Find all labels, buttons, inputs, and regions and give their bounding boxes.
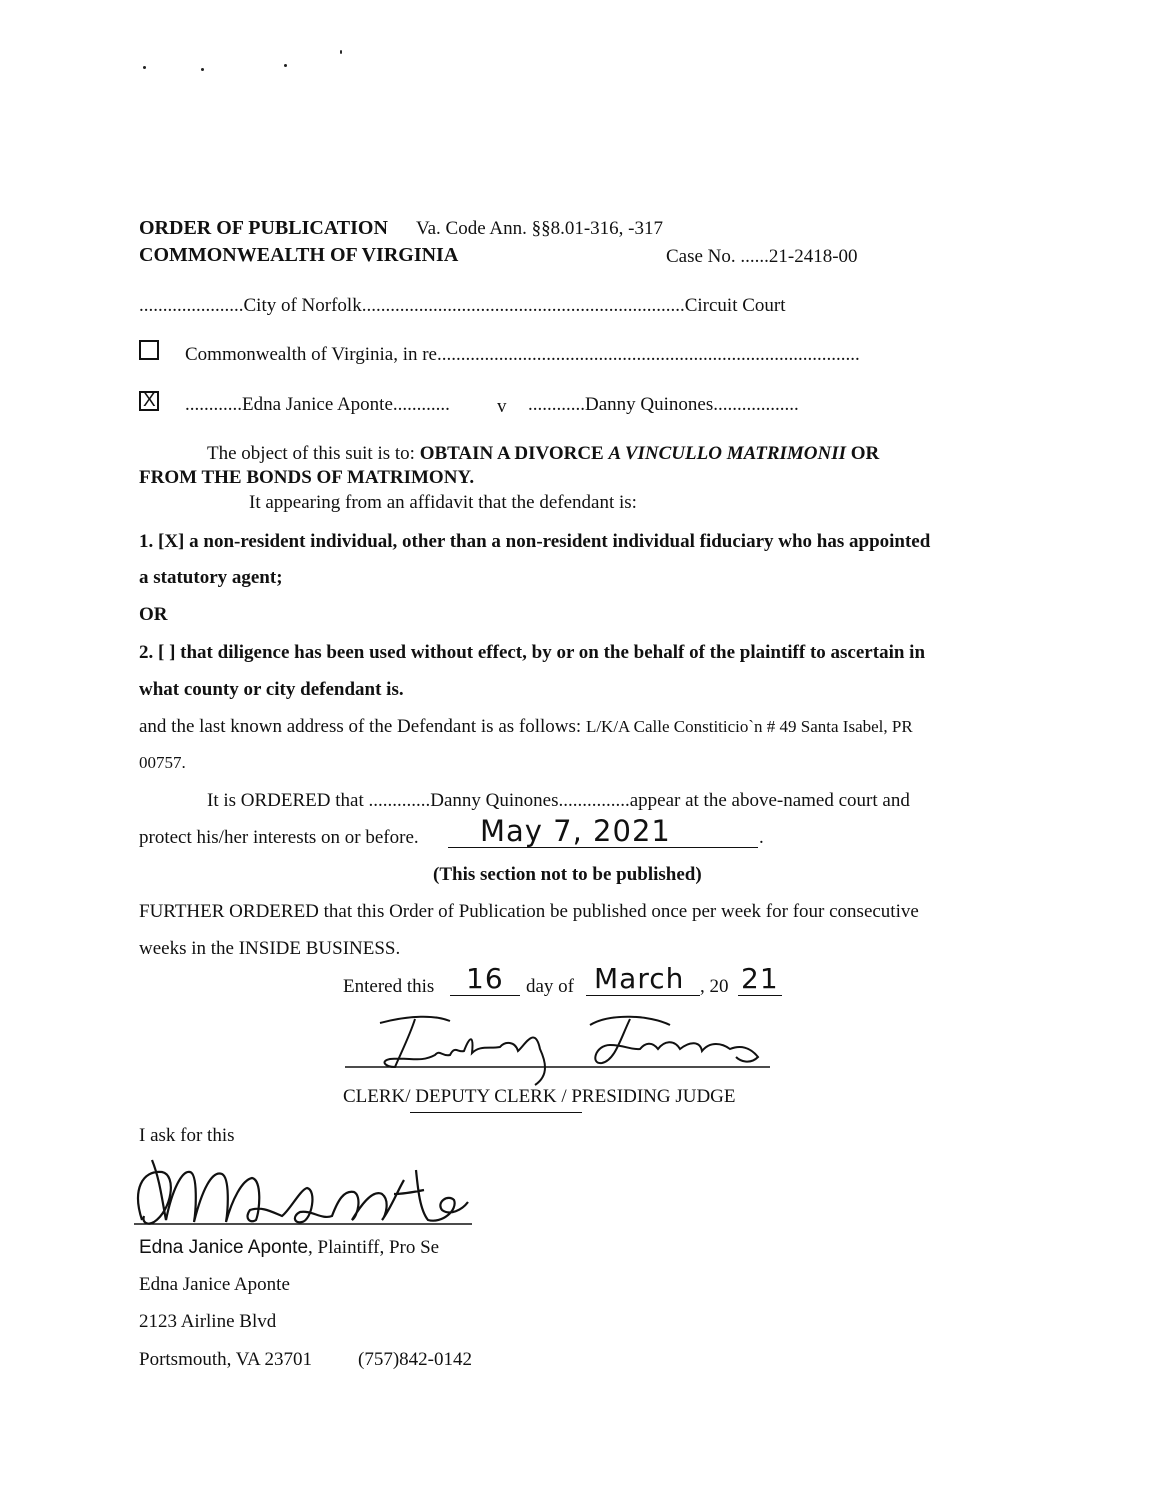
address-lead: and the last known address of the Defendant is as follows: bbox=[139, 716, 582, 737]
ordered-period: . bbox=[759, 827, 764, 848]
appear-date-handwritten: May 7, 2021 bbox=[480, 814, 671, 848]
clerk-title: CLERK/ DEPUTY CLERK / PRESIDING JUDGE bbox=[343, 1086, 736, 1107]
scan-speck bbox=[284, 64, 287, 67]
scan-speck bbox=[201, 68, 204, 71]
object-line bbox=[207, 443, 879, 465]
court-line: ......................City of Norfolk....................................................................Circuit Court bbox=[139, 295, 786, 316]
commonwealth-heading: COMMONWEALTH OF VIRGINIA bbox=[139, 244, 459, 266]
document-title: ORDER OF PUBLICATION bbox=[139, 217, 388, 239]
entered-month: March bbox=[594, 962, 685, 995]
entered-day: 16 bbox=[466, 962, 504, 995]
appearing-line: It appearing from an affidavit that the defendant is: bbox=[249, 492, 637, 513]
item2-line2: what county or city defendant is. bbox=[139, 679, 404, 700]
commonwealth-option-label: Commonwealth of Virginia, in re......................................................................................... bbox=[185, 344, 860, 365]
commonwealth-checkbox[interactable] bbox=[139, 340, 159, 360]
further-line1: FURTHER ORDERED that this Order of Publication be published once per week for four consecutive bbox=[139, 901, 919, 922]
address-value: L/K/A Calle Constiticio`n # 49 Santa Isabel, PR bbox=[585, 717, 913, 736]
further-line2: weeks in the INSIDE BUSINESS. bbox=[139, 938, 401, 959]
scan-speck bbox=[143, 66, 146, 69]
object-or: OR bbox=[850, 443, 880, 464]
signer-name: Edna Janice Aponte bbox=[139, 1237, 309, 1258]
checkbox-mark: X bbox=[143, 390, 156, 411]
signer-city: Portsmouth, VA 23701 bbox=[139, 1349, 312, 1370]
entered-year-prefix: , 20 bbox=[700, 976, 729, 997]
entered-lead: Entered this bbox=[343, 976, 435, 997]
plaintiff-signature bbox=[132, 1150, 482, 1245]
ordered-line1: It is ORDERED that .............Danny Quinones...............appear at the above-named court and bbox=[207, 790, 910, 811]
day-underline bbox=[450, 995, 520, 996]
object-divorce: OBTAIN A DIVORCE bbox=[419, 443, 604, 464]
entered-day-of: day of bbox=[526, 976, 575, 997]
ask-line: I ask for this bbox=[139, 1125, 235, 1146]
item1-line1: 1. [X] a non-resident individual, other than a non-resident individual fiduciary who has appointed bbox=[139, 531, 931, 552]
address-zip: 00757. bbox=[139, 753, 186, 772]
deputy-clerk-underline bbox=[410, 1112, 582, 1113]
signer-street: 2123 Airline Blvd bbox=[139, 1311, 277, 1332]
object-latin: A VINCULLO MATRIMONII bbox=[608, 443, 847, 464]
month-underline bbox=[586, 995, 700, 996]
address-line bbox=[139, 716, 913, 738]
year-underline bbox=[738, 995, 782, 996]
signer-role: , Plaintiff, Pro Se bbox=[308, 1237, 440, 1258]
entered-year-suffix: 21 bbox=[741, 962, 779, 995]
plaintiff-name: ............Edna Janice Aponte............ bbox=[185, 394, 450, 415]
or-separator: OR bbox=[139, 604, 168, 625]
not-published-note: (This section not to be published) bbox=[433, 864, 702, 885]
clerk-signature bbox=[340, 1005, 780, 1090]
signer-line bbox=[139, 1237, 439, 1259]
scan-speck bbox=[340, 50, 342, 54]
signer-phone: (757)842-0142 bbox=[358, 1349, 472, 1370]
item1-line2: a statutory agent; bbox=[139, 567, 283, 588]
object-lead: The object of this suit is to: bbox=[207, 443, 415, 464]
signer-name-2: Edna Janice Aponte bbox=[139, 1274, 290, 1295]
code-citation: Va. Code Ann. §§8.01-316, -317 bbox=[416, 218, 663, 239]
defendant-name: ............Danny Quinones.................. bbox=[528, 394, 799, 415]
item2-line1: 2. [ ] that diligence has been used without effect, by or on the behalf of the plaintiff to ascertain in bbox=[139, 642, 926, 663]
ordered-line2: protect his/her interests on or before. bbox=[139, 827, 419, 848]
object-line2: FROM THE BONDS OF MATRIMONY. bbox=[139, 467, 475, 488]
case-number: Case No. ......21-2418-00 bbox=[666, 246, 858, 267]
versus: v bbox=[497, 396, 507, 417]
parties-checkbox[interactable] bbox=[139, 391, 159, 411]
